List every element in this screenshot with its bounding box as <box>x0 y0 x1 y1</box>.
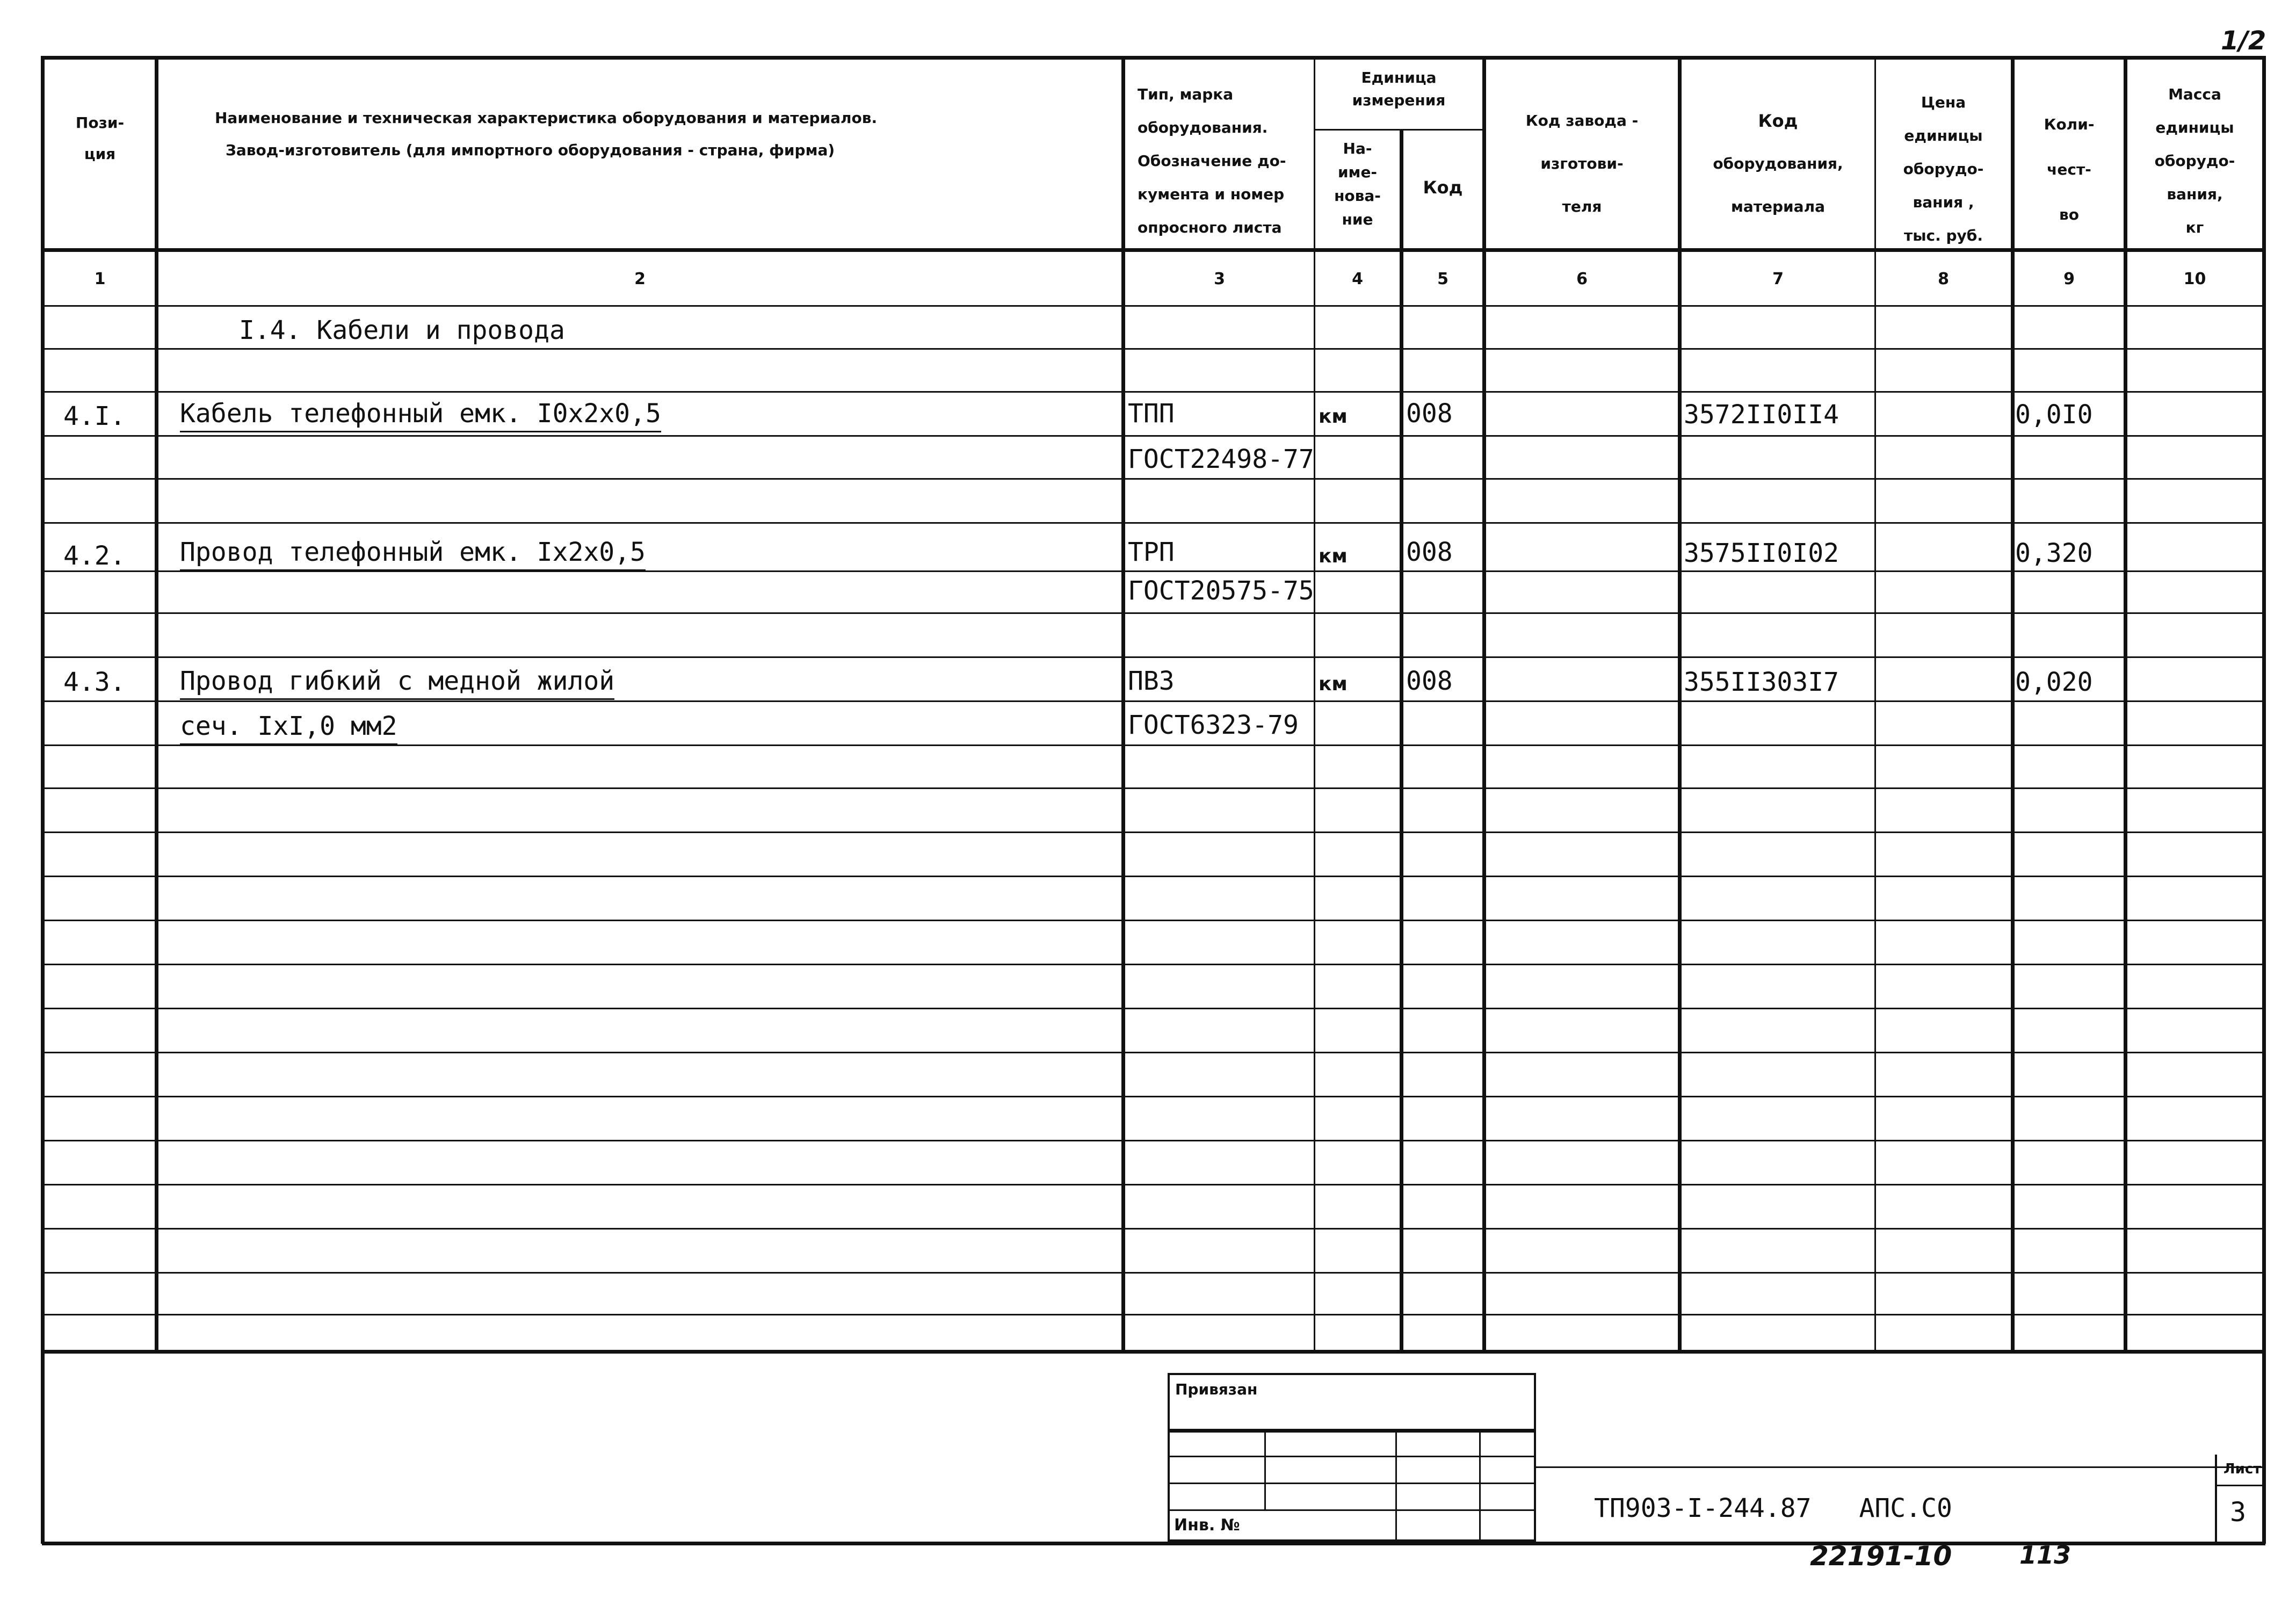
row-2-unit-code: 008 <box>1406 537 1453 567</box>
header-type-l4: кумента и номер <box>1138 185 1285 203</box>
row-2-equipment-code: 3575II0I02 <box>1684 538 1839 568</box>
sheet-right-border <box>2262 56 2266 1544</box>
header-quantity <box>2015 102 2124 237</box>
header-unit-l1: Единица <box>1361 69 1437 86</box>
sheet-number: 3 <box>2230 1496 2247 1528</box>
row-line <box>42 1272 2265 1274</box>
header-unit-name-l3: нова- <box>1334 187 1381 205</box>
row-2-type-doc: ГОСТ20575-75 <box>1128 576 1314 606</box>
row-1-position: 4.I. <box>63 401 126 431</box>
row-3-equipment-code: 355II303I7 <box>1684 667 1839 697</box>
row-2-unit: км <box>1319 545 1348 567</box>
table-top-border <box>42 56 2265 60</box>
col-sep-6 <box>1678 56 1682 1351</box>
header-factory-code <box>1486 99 1678 228</box>
header-factory-code-l1: Код завода - <box>1525 112 1639 129</box>
document-code-main: ТП903-I-244.87 <box>1594 1493 1812 1523</box>
header-position <box>45 107 155 170</box>
row-line <box>42 920 2265 921</box>
row-2-type: ТРП <box>1128 537 1175 567</box>
header-quantity-l2: чест- <box>2047 161 2091 178</box>
row-1-type: ТПП <box>1128 399 1175 429</box>
row-line <box>42 1314 2265 1315</box>
header-equipment-code <box>1682 99 1874 228</box>
colnum-bottom-border <box>42 305 2265 307</box>
table-body-bottom <box>42 1350 2265 1354</box>
stamp-col <box>1479 1429 1481 1542</box>
footer-handwritten-number: 22191-10 <box>1810 1541 1952 1572</box>
inventory-label: Инв. № <box>1174 1516 1240 1535</box>
header-type-l5: опросного листа <box>1138 219 1282 236</box>
header-equipment-code-l1: Код <box>1758 111 1798 131</box>
row-line <box>42 435 2265 437</box>
row-1-unit-code: 008 <box>1406 399 1453 429</box>
sheet-label: Лист <box>2223 1461 2262 1477</box>
row-3-name-line2: сеч. IхI,0 мм2 <box>180 710 397 745</box>
header-type-l3: Обозначение до- <box>1138 152 1286 170</box>
row-line <box>42 1052 2265 1053</box>
header-type <box>1138 78 1286 244</box>
sheet-box <box>2215 1455 2262 1542</box>
row-1-unit: км <box>1319 406 1348 428</box>
binding-label: Привязан <box>1175 1380 1258 1398</box>
column-number: 2 <box>634 270 646 288</box>
col-sep-8 <box>2011 56 2015 1351</box>
header-position-line1: Пози- <box>75 114 125 132</box>
header-mass <box>2127 78 2262 244</box>
header-mass-l3: оборудо- <box>2154 152 2235 170</box>
header-unit-code: Код <box>1423 177 1463 198</box>
row-line <box>42 876 2265 877</box>
title-block-top <box>1536 1466 2262 1468</box>
header-price-l1: Цена <box>1921 93 1966 111</box>
sheet-box-line <box>2217 1485 2264 1486</box>
row-line <box>42 612 2265 614</box>
header-unit-name <box>1315 137 1400 232</box>
col-sep-1 <box>155 56 158 1351</box>
header-equipment-code-l3: материала <box>1731 198 1825 215</box>
header-name-line1: Наименование и техническая характеристика оборудования и материалов. <box>215 109 878 127</box>
header-name-line2: Завод-изготовитель (для импортного оборудования - страна, фирма) <box>226 141 835 159</box>
header-price-l4: вания , <box>1913 193 1974 211</box>
stamp-line <box>1170 1509 1536 1511</box>
row-line <box>42 522 2265 524</box>
header-equipment-code-l2: оборудования, <box>1713 155 1843 172</box>
row-line <box>42 1096 2265 1097</box>
row-line <box>42 831 2265 833</box>
row-line <box>42 964 2265 965</box>
stamp-line <box>1170 1483 1536 1484</box>
document-code <box>1594 1493 1952 1523</box>
column-number: 4 <box>1352 270 1363 288</box>
header-unit-name-l1: На- <box>1343 140 1372 157</box>
column-number: 1 <box>94 270 106 288</box>
row-1-equipment-code: 3572II0II4 <box>1684 400 1839 430</box>
header-unit-l2: измерения <box>1352 91 1446 109</box>
row-3-unit: км <box>1319 673 1348 695</box>
row-line <box>42 1228 2265 1230</box>
col-sep-4 <box>1400 129 1403 1351</box>
col-sep-5 <box>1482 56 1486 1351</box>
row-3-name: Провод гибкий с медной жилой <box>180 665 614 700</box>
unit-header-divider <box>1314 129 1482 131</box>
row-line <box>42 1140 2265 1141</box>
header-quantity-l1: Коли- <box>2044 115 2095 133</box>
header-factory-code-l2: изготови- <box>1540 155 1624 172</box>
header-price-l3: оборудо- <box>1903 160 1984 178</box>
stamp-col <box>1395 1429 1397 1542</box>
row-line <box>42 1184 2265 1185</box>
row-3-unit-code: 008 <box>1406 666 1453 696</box>
col-sep-2 <box>1121 56 1125 1351</box>
row-1-name: Кабель телефонный емк. I0х2х0,5 <box>180 397 661 432</box>
row-line <box>42 787 2265 789</box>
row-1-type-doc: ГОСТ22498-77 <box>1128 444 1314 474</box>
header-mass-l1: Масса <box>2168 85 2221 103</box>
header-type-l2: оборудования. <box>1138 119 1268 136</box>
row-2-name: Провод телефонный емк. Iх2х0,5 <box>180 536 646 571</box>
column-number: 8 <box>1938 270 1949 288</box>
header-price <box>1876 86 2011 252</box>
col-sep-3 <box>1314 56 1315 1351</box>
column-number: 10 <box>2183 270 2206 288</box>
header-price-l2: единицы <box>1904 127 1983 144</box>
column-number: 9 <box>2063 270 2075 288</box>
header-mass-l4: вания, <box>2167 185 2223 203</box>
row-3-quantity: 0,020 <box>2015 667 2093 697</box>
document-code-suffix: АПС.С0 <box>1859 1493 1952 1523</box>
row-line <box>42 348 2265 350</box>
row-3-type-doc: ГОСТ6323-79 <box>1128 710 1299 740</box>
footer-page-number: 113 <box>2019 1541 2072 1570</box>
header-price-l5: тыс. руб. <box>1903 227 1983 244</box>
binding-stamp <box>1168 1373 1536 1542</box>
section-title: I.4. Кабели и провода <box>239 315 565 345</box>
col-sep-9 <box>2124 56 2127 1351</box>
header-unit <box>1315 67 1482 112</box>
stamp-col <box>1264 1429 1266 1509</box>
row-line <box>42 1008 2265 1009</box>
header-mass-l2: единицы <box>2155 119 2234 136</box>
column-number: 3 <box>1214 270 1225 288</box>
header-quantity-l3: во <box>2059 206 2079 223</box>
stamp-line <box>1170 1456 1536 1457</box>
row-1-quantity: 0,0I0 <box>2015 400 2093 430</box>
sheet-left-border <box>41 56 45 1544</box>
corner-page-mark: 1/2 <box>2221 26 2266 56</box>
row-line <box>42 391 2265 393</box>
row-2-quantity: 0,320 <box>2015 538 2093 568</box>
row-2-position: 4.2. <box>63 541 126 571</box>
header-unit-name-l4: ние <box>1342 211 1373 228</box>
header-type-l1: Тип, марка <box>1138 85 1234 103</box>
row-line <box>42 700 2265 702</box>
header-position-line2: ция <box>84 145 116 163</box>
header-unit-name-l2: име- <box>1337 163 1378 181</box>
column-number: 5 <box>1437 270 1448 288</box>
row-line <box>42 478 2265 480</box>
header-factory-code-l3: теля <box>1562 198 1602 215</box>
row-3-type: ПВ3 <box>1128 666 1175 696</box>
column-number: 7 <box>1772 270 1784 288</box>
row-line <box>42 656 2265 658</box>
stamp-line <box>1170 1429 1536 1433</box>
column-number: 6 <box>1576 270 1588 288</box>
row-3-position: 4.3. <box>63 667 126 697</box>
header-name <box>215 102 877 167</box>
header-mass-l5: кг <box>2185 219 2204 236</box>
